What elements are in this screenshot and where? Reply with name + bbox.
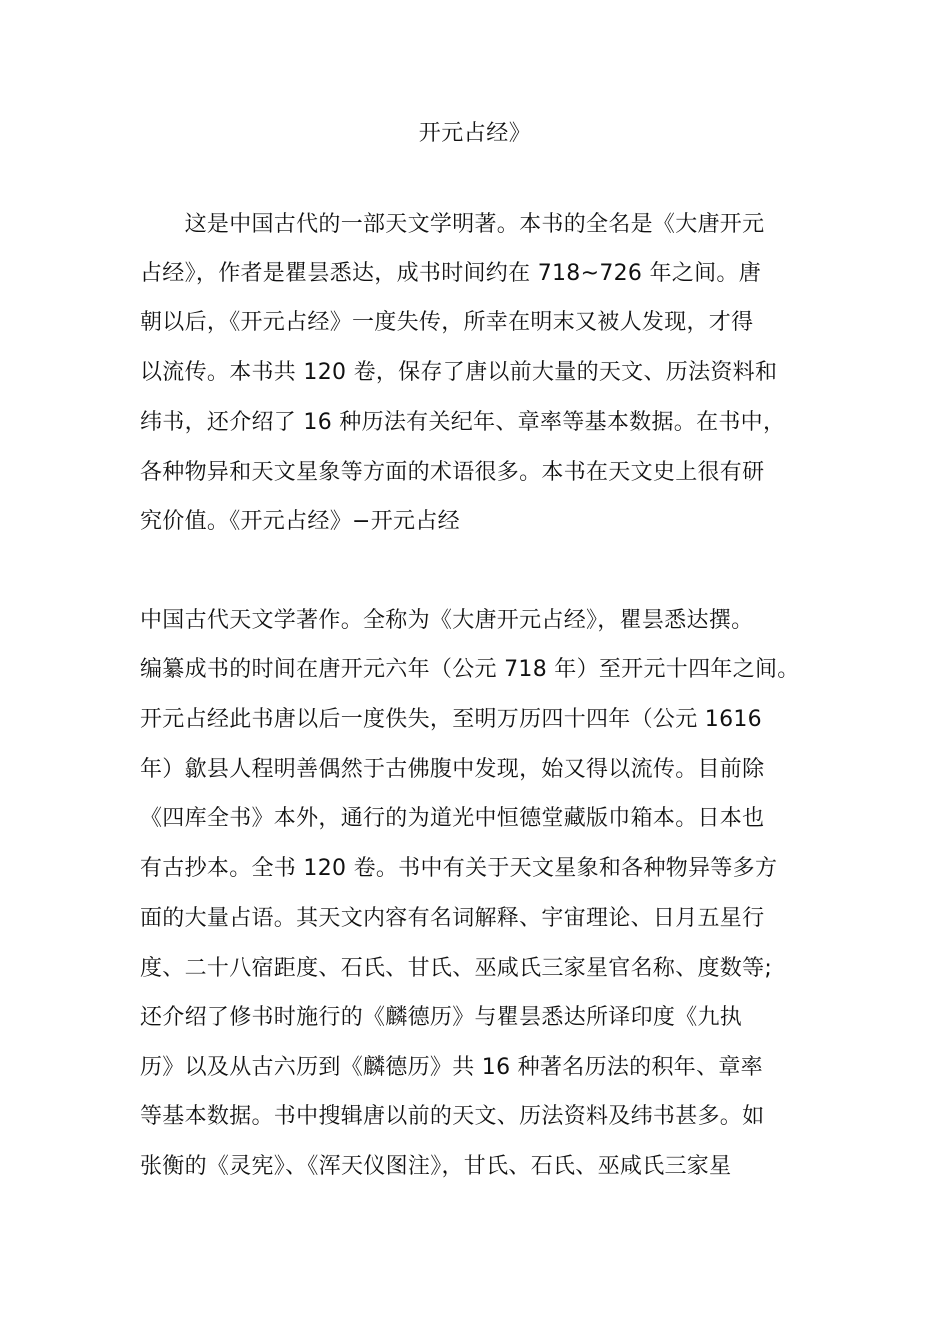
paragraph-1-line-5: 纬书，还介绍了 16 种历法有关纪年、章率等基本数据。在书中， <box>140 410 786 435</box>
paragraph-1-line-6: 各种物异和天文星象等方面的术语很多。本书在天文史上很有研 <box>140 460 765 485</box>
paragraph-1-line-2: 占经》，作者是瞿昙悉达，成书时间约在 718~726 年之间。唐 <box>140 261 762 286</box>
paragraph-2-line-7: 面的大量占语。其天文内容有名词解释、宇宙理论、日月五星行 <box>140 906 765 931</box>
paragraph-2-line-1: 中国古代天文学著作。全称为《大唐开元占经》，瞿昙悉达撰。 <box>140 608 754 633</box>
paragraph-2-line-11: 等基本数据。书中搜辑唐以前的天文、历法资料及纬书甚多。如 <box>140 1104 765 1129</box>
paragraph-2-line-3: 开元占经此书唐以后一度佚失，至明万历四十四年（公元 1616 <box>140 707 762 732</box>
paragraph-2-line-8: 度、二十八宿距度、石氏、甘氏、巫咸氏三家星官名称、度数等; <box>140 956 773 981</box>
paragraph-2-line-10: 历》以及从古六历到《麟德历》共 16 种著名历法的积年、章率 <box>140 1055 763 1080</box>
paragraph-1-line-7: 究价值。《开元占经》−开元占经 <box>140 509 460 534</box>
paragraph-1-line-4: 以流传。本书共 120 卷，保存了唐以前大量的天文、历法资料和 <box>140 360 778 385</box>
paragraph-2-line-6: 有古抄本。全书 120 卷。书中有关于天文星象和各种物异等多方 <box>140 856 778 881</box>
paragraph-1-line-1: 这是中国古代的一部天文学明著。本书的全名是《大唐开元 <box>140 212 765 237</box>
paragraph-2-line-5: 《四库全书》本外，通行的为道光中恒德堂藏版巾箱本。日本也 <box>140 806 765 831</box>
document-title: 开元占经》 <box>418 121 532 146</box>
paragraph-2-line-4: 年）歙县人程明善偶然于古佛腹中发现，始又得以流传。目前除 <box>140 757 765 782</box>
paragraph-2-line-12: 张衡的《灵宪》、《浑天仪图注》，甘氏、石氏、巫咸氏三家星 <box>140 1154 732 1179</box>
paragraph-2-line-9: 还介绍了修书时施行的《麟德历》与瞿昙悉达所译印度《九执 <box>140 1005 743 1030</box>
paragraph-1-line-3: 朝以后，《开元占经》一度失传，所幸在明末又被人发现，才得 <box>140 310 754 335</box>
paragraph-2-line-2: 编纂成书的时间在唐开元六年（公元 718 年）至开元十四年之间。 <box>140 657 800 682</box>
